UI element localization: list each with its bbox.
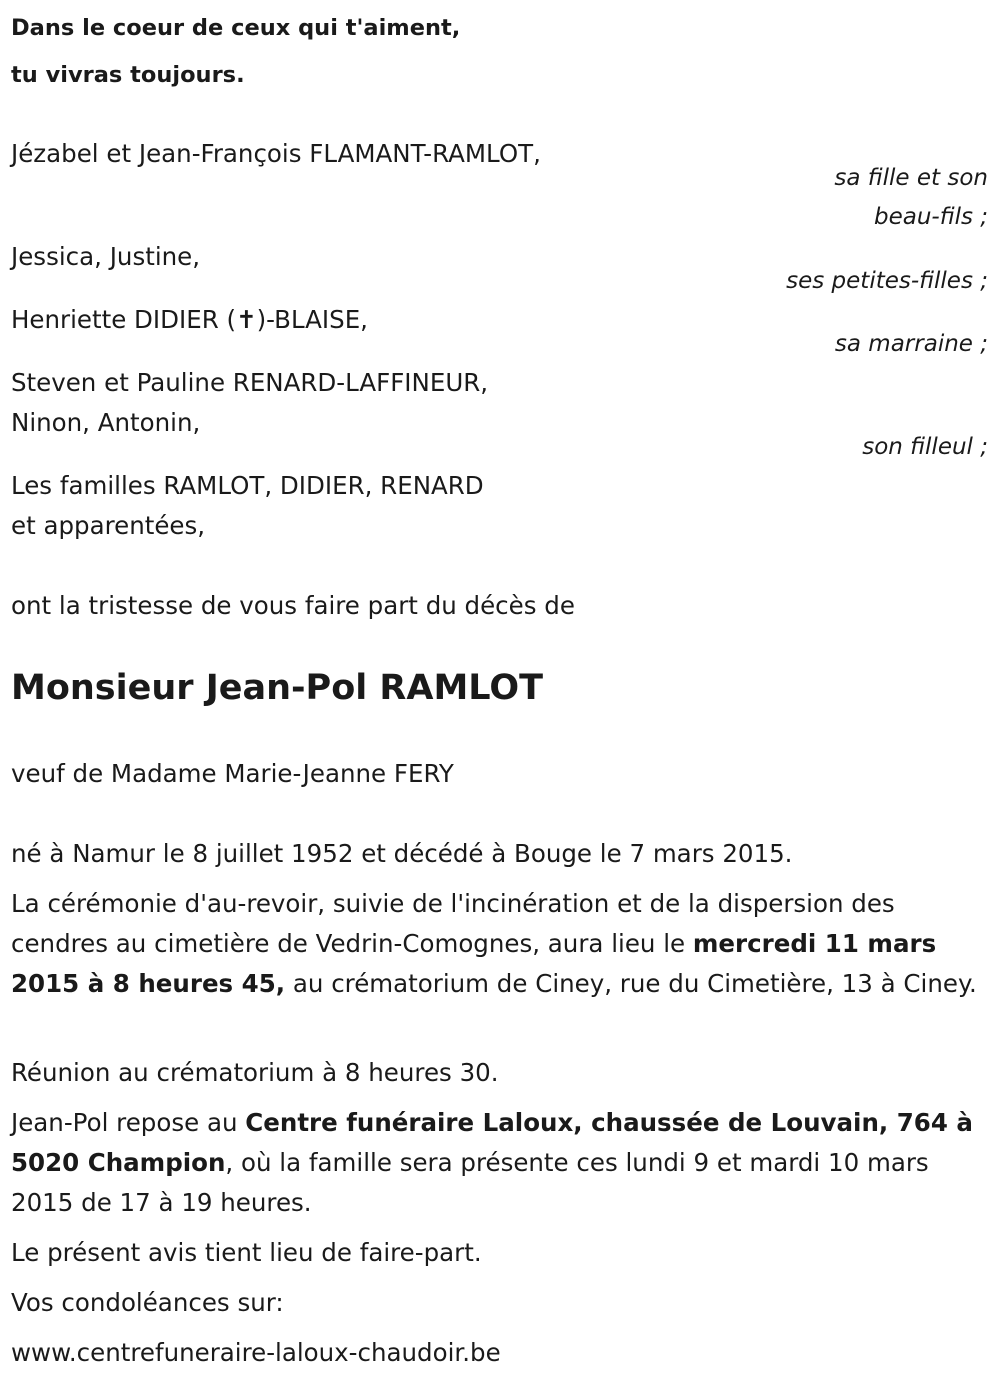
mourner-godmother: Henriette DIDIER (✝)-BLAISE, [11,305,368,334]
rest-paragraph [11,1103,991,1223]
ceremony-paragraph [11,884,991,1004]
ceremony-date-time: mercredi 11 mars 2015 à 8 heures 45, [11,929,937,998]
relation-daughter-line-2: beau-fils ; [873,204,988,230]
notice-text: Le présent avis tient lieu de faire-part. [11,1238,482,1267]
mourner-godson-line-2: Ninon, Antonin, [11,408,201,437]
epigraph-line-2: tu vivras toujours. [11,62,245,88]
mourner-granddaughters: Jessica, Justine, [11,242,201,271]
meeting-text: Réunion au crématorium à 8 heures 30. [11,1058,499,1087]
relation-godson: son filleul ; [862,434,988,460]
deceased-name: Monsieur Jean-Pol RAMLOT [11,668,543,708]
website-link[interactable]: www.centrefuneraire-laloux-chaudoir.be [11,1338,501,1367]
announcement-text: ont la tristesse de vous faire part du décès de [11,591,575,620]
mourner-godson-line-1: Steven et Pauline RENARD-LAFFINEUR, [11,368,489,397]
mourner-families-line-2: et apparentées, [11,511,206,540]
mourner-families-line-1: Les familles RAMLOT, DIDIER, RENARD [11,471,484,500]
condolences-label: Vos condoléances sur: [11,1288,284,1317]
rest-text-after: , où la famille sera présente ces lundi 9 et mardi 10 mars 2015 de 17 à 19 heures. [11,1148,929,1217]
birth-death-text: né à Namur le 8 juillet 1952 et décédé à Bouge le 7 mars 2015. [11,839,793,868]
relation-granddaughters: ses petites-filles ; [786,268,988,294]
relation-daughter-line-1: sa fille et son [834,165,988,191]
relation-godmother: sa marraine ; [834,331,988,357]
mourner-daughter: Jézabel et Jean-François FLAMANT-RAMLOT, [11,139,541,168]
ceremony-text-after: au crématorium de Ciney, rue du Cimetière, 13 à Ciney. [285,969,977,998]
widower-of: veuf de Madame Marie-Jeanne FERY [11,759,454,788]
rest-place: Centre funéraire Laloux, chaussée de Louvain, 764 à 5020 Champion [11,1108,973,1177]
ceremony-text-before: La cérémonie d'au-revoir, suivie de l'incinération et de la dispersion des cendres au cimetière de Vedrin-Comognes, aura lieu le [11,889,895,958]
epigraph-line-1: Dans le coeur de ceux qui t'aiment, [11,15,461,41]
rest-text-before: Jean-Pol repose au [11,1108,246,1137]
